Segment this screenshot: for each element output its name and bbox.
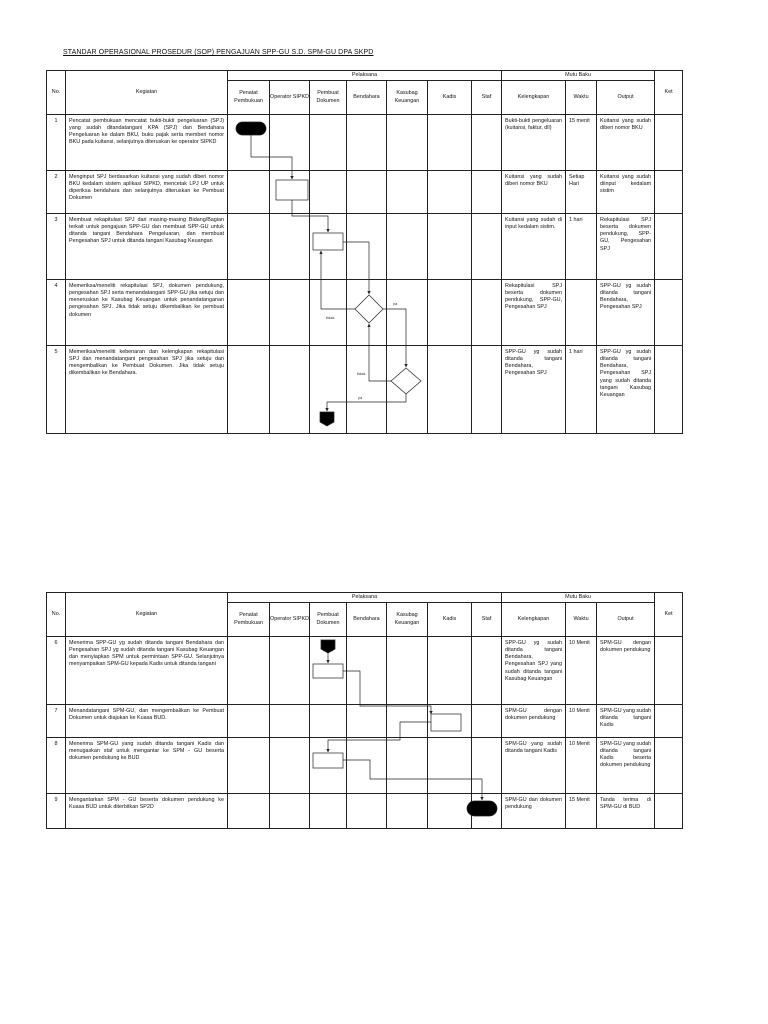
header-output: Output: [597, 81, 655, 115]
header-staf: Staf: [472, 81, 502, 115]
row-kelengkapan: SPM-GU dengan dokumen pendukung: [502, 705, 566, 738]
table-row: [47, 214, 683, 280]
row-kelengkapan: Bukti-bukti pengeluaran (kuitansi, faktur, dll): [502, 115, 566, 171]
header-pelaksana: Pelaksana: [228, 71, 502, 81]
header-mutu-baku: Mutu Baku: [502, 71, 655, 81]
row-kegiatan: Memeriksa/meneliti kebenaran dan kelengkapan rekapitulasi SPJ dan menandatangani pengesahan SPJ jika setuju dan mengembalikan ke Pembuat Dokumen. Jika tidak setuju dikembalikan ke Bendahara.: [66, 346, 228, 434]
table-row: [47, 346, 683, 434]
header-bendahara: Bendahara: [347, 81, 387, 115]
row-number: 2: [47, 171, 66, 214]
row-kelengkapan: Kuitansi yang sudah diberi nomor BKU: [502, 171, 566, 214]
row-waktu: 15 menit: [566, 115, 597, 171]
row-kegiatan: Memeriksa/meneliti rekapitulasi SPJ, dokumen pendukung, pengesahan SPJ serta menandatangani SPP-GU jika setuju dan meneruskan ke Kasubag Keuangan untuk penandatanganan pengesahan SPJ. Jika tidak setuju dikembalikan ke pembuat dokumen: [66, 280, 228, 346]
header-mutu-baku: Mutu Baku: [502, 593, 655, 603]
header-kelengkapan: Kelengkapan: [502, 81, 566, 115]
header-kadis: Kadis: [428, 603, 472, 637]
row-number: 8: [47, 738, 66, 794]
row-output: Tanda terima di SPM-GU di BUD: [597, 794, 655, 829]
table-row: [47, 738, 683, 794]
table-row: [47, 171, 683, 214]
table-row: [47, 794, 683, 829]
row-kelengkapan: SPP-GU yg sudah ditanda tangani Bendahara, Pengesahan SPJ: [502, 346, 566, 434]
row-waktu: 10 Menit: [566, 705, 597, 738]
row-kegiatan: Membuat rekapitulasi SPJ dari masing-masing Bidang/Bagian terkait untuk pengajuan SPP-GU dan membuat SPP-GU untuk ditanda tangani Bendahara Pengeluaran, dan membuat Pengesahan SPJ untuk ditanda tangani Kasubag Keuangan: [66, 214, 228, 280]
row-kelengkapan: SPM-GU dan dokumen pendukung: [502, 794, 566, 829]
row-number: 5: [47, 346, 66, 434]
row-number: 1: [47, 115, 66, 171]
row-number: 4: [47, 280, 66, 346]
row-output: Kuitansi yang sudah diberi nomor BKU: [597, 115, 655, 171]
header-no: No.: [47, 593, 66, 637]
table-row: [47, 705, 683, 738]
sop-table-1: [46, 70, 683, 434]
header-kegiatan: Kegiatan: [66, 593, 228, 637]
row-number: 3: [47, 214, 66, 280]
header-pembuat: Pembuat Dokumen: [310, 603, 347, 637]
table-row: [47, 637, 683, 705]
row-waktu: 15 Menit: [566, 794, 597, 829]
header-waktu: Waktu: [566, 603, 597, 637]
row-kelengkapan: Kuitansi yang sudah di input kedalam sistim.: [502, 214, 566, 280]
header-kadis: Kadis: [428, 81, 472, 115]
header-operator: Operator SIPKD: [270, 81, 310, 115]
row-waktu: [566, 280, 597, 346]
row-waktu: 1 hari: [566, 346, 597, 434]
header-kasubag: Kasubag Keuangan: [387, 81, 428, 115]
row-waktu: 10 Menit: [566, 738, 597, 794]
row-kegiatan: Mengantarkan SPM - GU beserta dokumen pendukung ke Kuasa BUD untuk diterbitkan SP2D: [66, 794, 228, 829]
row-output: Kuitansi yang sudah diinput kedalam sistim: [597, 171, 655, 214]
header-ket: Ket: [655, 71, 683, 115]
row-output: SPP-GU yg sudah ditanda tangani Bendahara, Pengesahan SPJ: [597, 280, 655, 346]
row-kegiatan: Menginput SPJ berdasarkan kuitansi yang sudah diberi nomor BKU kedalam sistem aplikasi SIPKD, mencetak LPJ UP untuk diperiksa bendahara dan selanjutnya diteruskan ke Pembuat Dokumen: [66, 171, 228, 214]
flow-label-no: tidak: [357, 371, 366, 376]
row-kelengkapan: SPM-GU yang sudah ditanda tangani Kadis: [502, 738, 566, 794]
header-pelaksana: Pelaksana: [228, 593, 502, 603]
document-title: STANDAR OPERASIONAL PROSEDUR (SOP) PENGAJUAN SPP-GU S.D. SPM-GU DPA SKPD: [63, 49, 374, 56]
row-output: SPM-GU dengan dokumen pendukung: [597, 637, 655, 705]
row-kegiatan: Menandatangani SPM-GU, dan mengembalikan ke Pembuat Dokumen untuk diajukan ke Kuasa BUD.: [66, 705, 228, 738]
row-number: 6: [47, 637, 66, 705]
row-waktu: 10 Menit: [566, 637, 597, 705]
header-bendahara: Bendahara: [347, 603, 387, 637]
row-number: 7: [47, 705, 66, 738]
header-ket: Ket: [655, 593, 683, 637]
header-penatat: Penatat Pembukuan: [228, 603, 270, 637]
row-kegiatan: Pencatat pembukuan mencatat bukti-bukti pengeluaran (SPJ) yang sudah ditandatangani KPA (SPJ) dan Bendahara Pengeluaran ke dalam BKU, buku pajak serta memberi nomor BKU pada kuitansi, selanjutnya diteruskan ke operator SIPKD: [66, 115, 228, 171]
row-output: Rekapitulasi SPJ beserta dokumen pendukung, SPP-GU, Pengesahan SPJ: [597, 214, 655, 280]
header-no: No.: [47, 71, 66, 115]
header-output: Output: [597, 603, 655, 637]
row-waktu: Setiap Hari: [566, 171, 597, 214]
row-kelengkapan: Rekapitulasi SPJ beserta dokumen pendukung, SPP-GU, Pengesahan SPJ: [502, 280, 566, 346]
row-output: SPM-GU yang sudah ditanda tangani Kadis: [597, 705, 655, 738]
header-kasubag: Kasubag Keuangan: [387, 603, 428, 637]
header-penatat: Penatat Pembukuan: [228, 81, 270, 115]
row-number: 9: [47, 794, 66, 829]
sop-table-2: [46, 592, 683, 829]
row-waktu: 1 hari: [566, 214, 597, 280]
flow-label-yes: ya: [358, 395, 363, 400]
row-output: SPM-GU yang sudah ditanda tangani Kadis beserta dokumen pendukung: [597, 738, 655, 794]
row-kegiatan: Menerima SPM-GU yang sudah ditanda tangani Kadis dan menugaskan staf untuk mengantar ke SPM - GU beserta dokumen pendukung ke BUD: [66, 738, 228, 794]
header-pembuat: Pembuat Dokumen: [310, 81, 347, 115]
flow-label-no: tidak: [326, 315, 335, 320]
row-output: SPP-GU yg sudah ditanda tangani Bendahara, Pengesahan SPJ yang sudah ditanda tangani Kasubag Keuangan: [597, 346, 655, 434]
header-waktu: Waktu: [566, 81, 597, 115]
table-row: [47, 115, 683, 171]
row-kegiatan: Menerima SPP-GU yg sudah ditanda tangani Bendahara dan Pengesahan SPJ yg sudah ditanda tangani Kasubag Keuangan dan menyiapkan SPM untuk permintaan SPP-GU. Selanjutnya menyampaikan SPM-GU kepada Kadis untuk ditanda tangani: [66, 637, 228, 705]
row-kelengkapan: SPP-GU yg sudah ditanda tangani Bendahara, Pengesahan SPJ yang sudah ditanda tangani Kasubag Keuangan: [502, 637, 566, 705]
table-row: [47, 280, 683, 346]
flow-label-yes: ya: [393, 301, 398, 306]
header-kegiatan: Kegiatan: [66, 71, 228, 115]
header-operator: Operator SIPKD: [270, 603, 310, 637]
header-staf: Staf: [472, 603, 502, 637]
header-kelengkapan: Kelengkapan: [502, 603, 566, 637]
